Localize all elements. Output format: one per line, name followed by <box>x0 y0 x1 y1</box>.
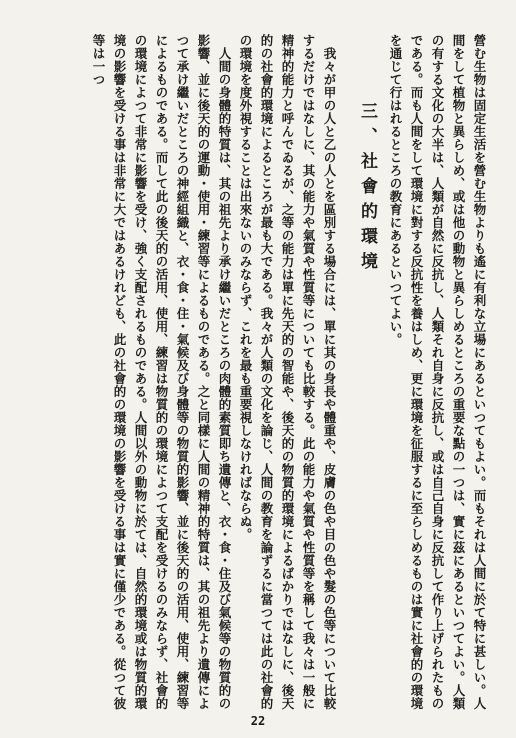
page-number: 22 <box>250 714 266 728</box>
paragraph: 人間の身體的特質は、其の祖先より承け繼いだところの肉體的素質即ち遺傳と、衣・食・住及び氣候等の物質的の影響、並に後天的の運動・使用・練習等によるものである。之と同樣に人間の精神的特質は、其の祖先より遺傳によつて承け繼いだところの神經組織と、衣・食・住・氣候及び身體等の物質的影響、並に後天的の活用、使用、練習等によるものである。而して此の後天的の活用、使用、練習は物質的の環境によつて支配を受けるのみならず、社會的の環境によつて非常に影響を受け、強く支配されるものである。人間以外の動物に於ては、自然的環境或は物質的環境の影響を受ける事は非常に大ではあるけれども、此の社會的の環境の影響を受ける事は實に僅少である。從つて彼等は一つ <box>91 34 232 710</box>
vertical-text-block <box>28 34 490 714</box>
paragraph: 我々が甲の人と乙の人とを區別する場合には、單に其の身長や體重や、皮膚の色や目の色や髮の色等について比較するだけではなしに、其の能力や氣質や性質等についても比較する。此の能力や氣質や性質等を稱して我々は一般に精神的能力と呼んでゐるが、之等の能力は單に先天的の智能や、後天的の物質的環境によるばかりではなしに、後天的の社會的環境によるところが最も大である。我々が人類の文化を論じ、人間の教育を論ずるに當つては此の社會的の環境を度外視することは出來ないのみならず、これを最も重要視しなければならぬ。 <box>238 34 337 710</box>
paragraph-continuation: 營む生物は固定生活を營む生物よりも遙に有利な立場にあるといつてもよい。而もそれは人間に於て特に甚しい。人間をして植物と異らしめ、或は他の動物と異らしめるところの重要な點の一つは、實に茲にあるといつてよい。人類の有する文化の大半は、人類が自然に反抗し、人類それ自身に反抗し、或は自己自身に反抗して作り上げられたものである。而も人間をして環境に對する反抗性を養はしめ、更に環境を征服するに至らしめるものは實に社會的の環境を通じて行はれるところの教育にあるといつてよい。 <box>388 34 487 710</box>
section-heading: 三、社會的環境 <box>357 102 377 277</box>
